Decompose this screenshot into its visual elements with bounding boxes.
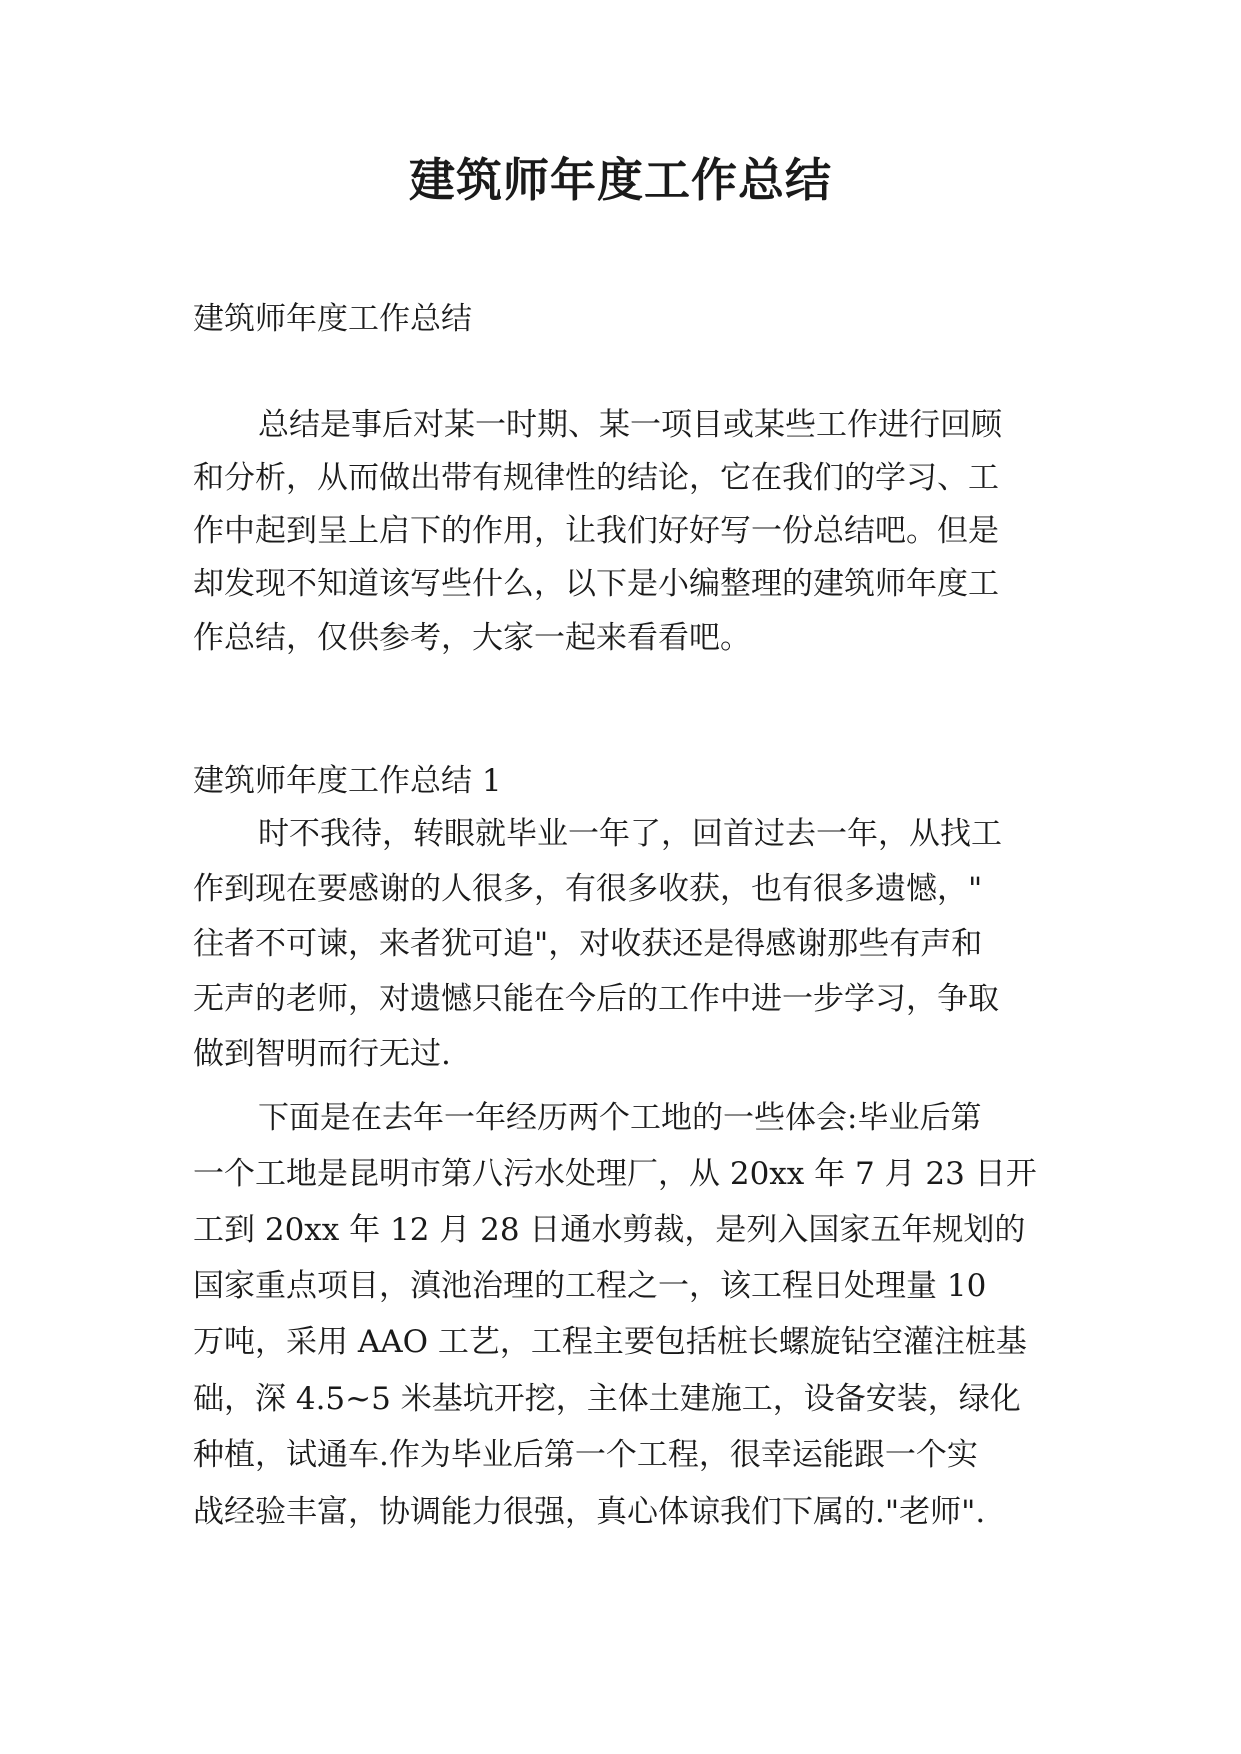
paragraph-line: 做到智明而行无过. (193, 1036, 451, 1072)
paragraph-line: 战经验丰富，协调能力很强，真心体谅我们下属的."老师". (193, 1494, 986, 1530)
intro-line: 作中起到呈上启下的作用，让我们好好写一份总结吧。但是 (193, 513, 999, 549)
paragraph-line: 无声的老师，对遗憾只能在今后的工作中进一步学习，争取 (193, 981, 999, 1017)
paragraph-line: 作到现在要感谢的人很多，有很多收获，也有很多遗憾，" (193, 871, 983, 907)
paragraph-line: 时不我待，转眼就毕业一年了，回首过去一年，从找工 (258, 816, 1002, 852)
paragraph-line: 下面是在去年一年经历两个工地的一些体会:毕业后第 (258, 1100, 982, 1136)
intro-line: 和分析，从而做出带有规律性的结论，它在我们的学习、工 (193, 460, 999, 496)
paragraph-line: 往者不可谏，来者犹可追"，对收获还是得感谢那些有声和 (193, 926, 983, 962)
intro-line: 作总结，仅供参考，大家一起来看看吧。 (193, 620, 751, 656)
document-subtitle: 建筑师年度工作总结 (193, 301, 472, 337)
paragraph-line: 一个工地是昆明市第八污水处理厂，从 20xx 年 7 月 23 日开 (193, 1156, 1037, 1192)
intro-line: 总结是事后对某一时期、某一项目或某些工作进行回顾 (258, 407, 1002, 443)
paragraph-line: 工到 20xx 年 12 月 28 日通水剪裁，是列入国家五年规划的 (193, 1212, 1026, 1248)
document-title: 建筑师年度工作总结 (409, 153, 832, 207)
paragraph-line: 础，深 4.5~5 米基坑开挖，主体土建施工，设备安装，绿化 (193, 1381, 1021, 1417)
intro-line: 却发现不知道该写些什么，以下是小编整理的建筑师年度工 (193, 566, 999, 602)
section-heading: 建筑师年度工作总结 1 (193, 763, 502, 799)
paragraph-line: 国家重点项目，滇池治理的工程之一，该工程日处理量 10 (193, 1268, 987, 1304)
paragraph-line: 万吨，采用 AAO 工艺，工程主要包括桩长螺旋钻空灌注桩基 (193, 1324, 1027, 1360)
paragraph-line: 种植，试通车.作为毕业后第一个工程，很幸运能跟一个实 (193, 1437, 978, 1473)
